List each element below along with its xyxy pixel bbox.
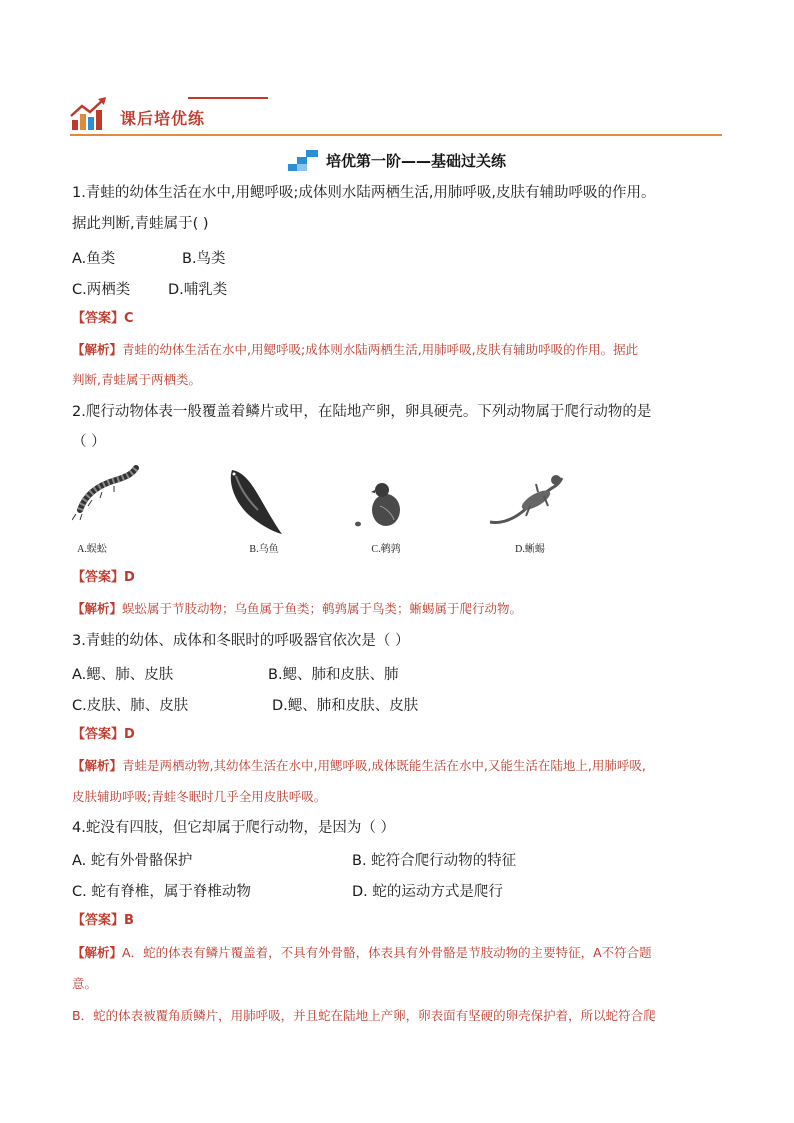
q1-explanation-text1: 青蛙的幼体生活在水中,用鳃呼吸;成体则水陆两栖生活,用肺呼吸,皮肤有辅助呼吸的作用。据此 [122, 342, 639, 357]
q1-option-a: A.鱼类 [72, 251, 116, 267]
quail-figure [352, 462, 462, 558]
q4-answer [72, 911, 724, 931]
q4-option-d: D. 蛇的运动方式是爬行 [352, 884, 503, 900]
q3-explanation-line1 [72, 756, 724, 776]
q4-explanation-tag: 【解析】 [72, 945, 123, 960]
q3-explanation-line2: 皮肤辅助呼吸;青蛙冬眠时几乎全用皮肤呼吸。 [72, 789, 327, 804]
q1-stem-line2: 据此判断,青蛙属于( ) [72, 216, 209, 232]
quail-icon [352, 462, 412, 532]
q3-option-b: B.鳃、肺和皮肤、肺 [268, 667, 399, 683]
snakehead-fish-icon [222, 462, 292, 538]
section-title-text: 培优第一阶——基础过关练 [325, 151, 506, 170]
q1-stem-line1: 1.青蛙的幼体生活在水中,用鳃呼吸;成体则水陆两栖生活,用肺呼吸,皮肤有辅助呼吸的作用。 [72, 185, 656, 201]
q1-explanation-tag: 【解析】 [72, 342, 123, 357]
q3-stem: 3.青蛙的幼体、成体和冬眠时的呼吸器官依次是（ ） [72, 633, 410, 649]
q1-answer [72, 309, 724, 329]
header-rule [70, 134, 722, 136]
q4-explanation-text1: A．蛇的体表有鳞片覆盖着，不具有外骨骼，体表具有外骨骼是节肢动物的主要特征，A不符合题 [122, 945, 652, 960]
q2-answer-tag: 【答案】 [72, 570, 125, 585]
q1-option-b: B.鸟类 [182, 251, 226, 267]
q2-explanation-text1: 蜈蚣属于节肢动物；乌鱼属于鱼类；鹌鹑属于鸟类；蜥蜴属于爬行动物。 [122, 601, 523, 616]
q4-stem: 4.蛇没有四肢，但它却属于爬行动物，是因为（ ） [72, 820, 395, 836]
q4-answer-tag: 【答案】 [72, 913, 125, 928]
header-title: 课后培优练 [120, 109, 206, 128]
bar-chart-arrow-icon [70, 96, 110, 132]
q1-answer-value: C [124, 311, 134, 326]
q1-option-d: D.哺乳类 [168, 282, 228, 298]
header-top-line [188, 97, 268, 99]
q4-explanation-line3: B．蛇的体表被覆角质鳞片，用肺呼吸，并且蛇在陆地上产卵，卵表面有坚硬的卵壳保护着，所以蛇符合爬 [72, 1008, 656, 1023]
section-title-row [0, 148, 794, 176]
q2-answer [72, 568, 724, 588]
q2-explanation-tag: 【解析】 [72, 601, 123, 616]
page-header [70, 96, 722, 136]
label-centipede: A.蜈蚣 [77, 544, 107, 555]
q3-answer [72, 725, 724, 745]
label-lizard: D.蜥蜴 [515, 544, 545, 555]
q1-explanation-line2: 判断,青蛙属于两栖类。 [72, 372, 201, 387]
q4-explanation-line2: 意。 [72, 976, 98, 991]
q1-option-c: C.两栖类 [72, 282, 131, 298]
snakehead-fish-figure [222, 462, 332, 558]
q2-stem-line2: （ ） [72, 434, 106, 450]
q1-answer-tag: 【答案】 [72, 311, 125, 326]
q2-answer-value: D [124, 570, 135, 585]
q3-option-d: D.鳃、肺和皮肤、皮肤 [272, 698, 419, 714]
q3-explanation-text1: 青蛙是两栖动物,其幼体生活在水中,用鳃呼吸,成体既能生活在水中,又能生活在陆地上,用肺呼吸, [122, 758, 646, 773]
lizard-figure [486, 462, 596, 558]
centipede-figure [72, 462, 182, 558]
label-quail: C.鹌鹑 [371, 544, 401, 555]
stairs-icon [288, 148, 320, 172]
q4-explanation-line1 [72, 943, 724, 963]
q4-option-a: A. 蛇有外骨骼保护 [72, 853, 193, 869]
q3-option-c: C.皮肤、肺、皮肤 [72, 698, 189, 714]
q2-stem-line1: 2.爬行动物体表一般覆盖着鳞片或甲，在陆地产卵，卵具硬壳。下列动物属于爬行动物的是 [72, 404, 652, 420]
label-snakehead-fish: B.乌鱼 [249, 544, 279, 555]
q2-animal-figures [72, 462, 572, 562]
q1-explanation-line1 [72, 340, 724, 360]
q4-answer-value: B [124, 913, 134, 928]
q3-answer-value: D [124, 727, 135, 742]
q3-answer-tag: 【答案】 [72, 727, 125, 742]
lizard-icon [486, 462, 566, 532]
centipede-icon [72, 462, 142, 522]
q4-option-c: C. 蛇有脊椎，属于脊椎动物 [72, 884, 251, 900]
q3-option-a: A.鳃、肺、皮肤 [72, 667, 174, 683]
q2-explanation-line1 [72, 599, 724, 619]
q4-option-b: B. 蛇符合爬行动物的特征 [352, 853, 517, 869]
section-title [288, 148, 506, 172]
q3-explanation-tag: 【解析】 [72, 758, 123, 773]
